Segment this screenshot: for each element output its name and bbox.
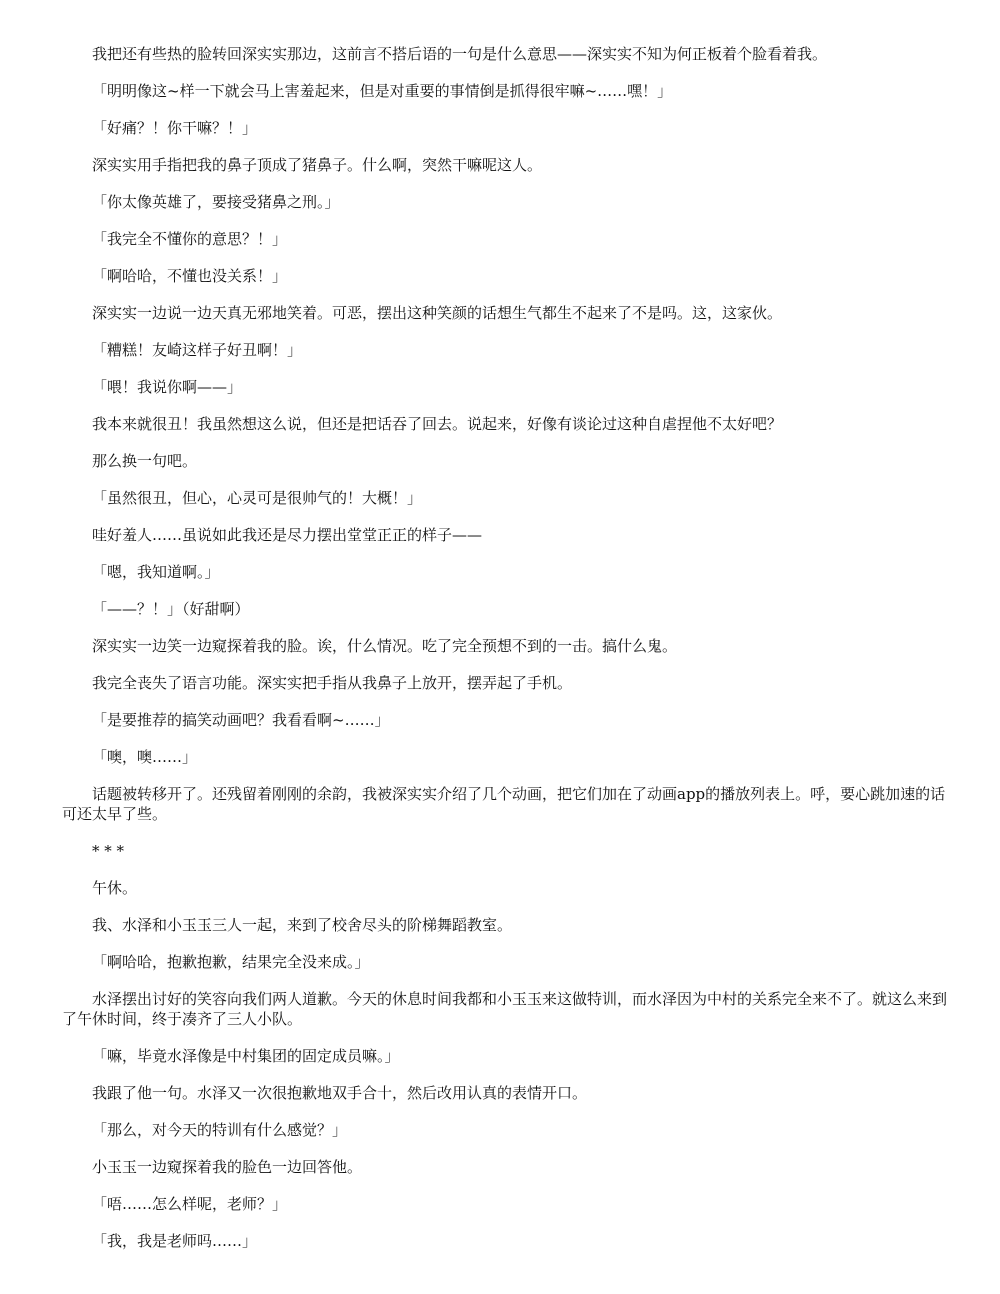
paragraph: 「喂！我说你啊——」 xyxy=(92,378,243,396)
paragraph: 「嗯，我知道啊。」 xyxy=(92,563,220,581)
paragraph: 我把还有些热的脸转回深实实那边，这前言不搭后语的一句是什么意思——深实实不知为何正板着个脸看着我。 xyxy=(92,45,828,63)
paragraph: 「啊哈哈，不懂也没关系！」 xyxy=(92,267,288,285)
paragraph: 「那么，对今天的特训有什么感觉？」 xyxy=(92,1121,348,1139)
paragraph: 「糟糕！友崎这样子好丑啊！」 xyxy=(92,341,303,359)
paragraph: 「明明像这~样一下就会马上害羞起来，但是对重要的事情倒是抓得很牢嘛~……嘿！」 xyxy=(92,82,673,100)
paragraph: 「是要推荐的搞笑动画吧？我看看啊~……」 xyxy=(92,711,390,729)
paragraph: 「嘛，毕竟水泽像是中村集团的固定成员嘛。」 xyxy=(92,1047,400,1065)
paragraph: 深实实一边说一边天真无邪地笑着。可恶，摆出这种笑颜的话想生气都生不起来了不是吗。这，这家伙。 xyxy=(92,304,783,322)
paragraph: 深实实一边笑一边窥探着我的脸。诶，什么情况。吃了完全预想不到的一击。搞什么鬼。 xyxy=(92,637,678,655)
paragraph: 深实实用手指把我的鼻子顶成了猪鼻子。什么啊，突然干嘛呢这人。 xyxy=(92,156,543,174)
paragraph: 我完全丧失了语言功能。深实实把手指从我鼻子上放开，摆弄起了手机。 xyxy=(92,674,573,692)
paragraph: 我、水泽和小玉玉三人一起，来到了校舍尽头的阶梯舞蹈教室。 xyxy=(92,916,513,934)
paragraph: 「噢，噢……」 xyxy=(92,748,198,766)
paragraph: 哇好羞人……虽说如此我还是尽力摆出堂堂正正的样子—— xyxy=(92,526,483,544)
paragraph: 「我，我是老师吗……」 xyxy=(92,1232,258,1250)
paragraph: 我本来就很丑！我虽然想这么说，但还是把话吞了回去。说起来，好像有谈论过这种自虐捏他不太好吧？ xyxy=(92,415,783,433)
paragraph: 「你太像英雄了，要接受猪鼻之刑。」 xyxy=(92,193,340,211)
scene-break: * * * xyxy=(92,842,125,860)
paragraph: 「虽然很丑，但心，心灵可是很帅气的！大概！」 xyxy=(92,489,423,507)
paragraph: 「好痛？！你干嘛？！」 xyxy=(92,119,258,137)
paragraph: 小玉玉一边窥探着我的脸色一边回答他。 xyxy=(92,1158,363,1176)
paragraph: 话题被转移开了。还残留着刚刚的余韵，我被深实实介绍了几个动画，把它们加在了动画app的播放列表上。呼，要心跳加速的话可还太早了些。 xyxy=(62,785,946,823)
paragraph: 「——？！」（好甜啊） xyxy=(92,600,250,618)
paragraph: 水泽摆出讨好的笑容向我们两人道歉。今天的休息时间我都和小玉玉来这做特训，而水泽因为中村的关系完全来不了。就这么来到了午休时间，终于凑齐了三人小队。 xyxy=(62,990,948,1028)
paragraph: 那么换一句吧。 xyxy=(92,452,198,470)
paragraph: 「啊哈哈，抱歉抱歉，结果完全没来成。」 xyxy=(92,953,370,971)
paragraph: 我跟了他一句。水泽又一次很抱歉地双手合十，然后改用认真的表情开口。 xyxy=(92,1084,588,1102)
paragraph: 「唔……怎么样呢，老师？」 xyxy=(92,1195,288,1213)
paragraph: 「我完全不懂你的意思？！」 xyxy=(92,230,288,248)
paragraph: 午休。 xyxy=(92,879,138,897)
